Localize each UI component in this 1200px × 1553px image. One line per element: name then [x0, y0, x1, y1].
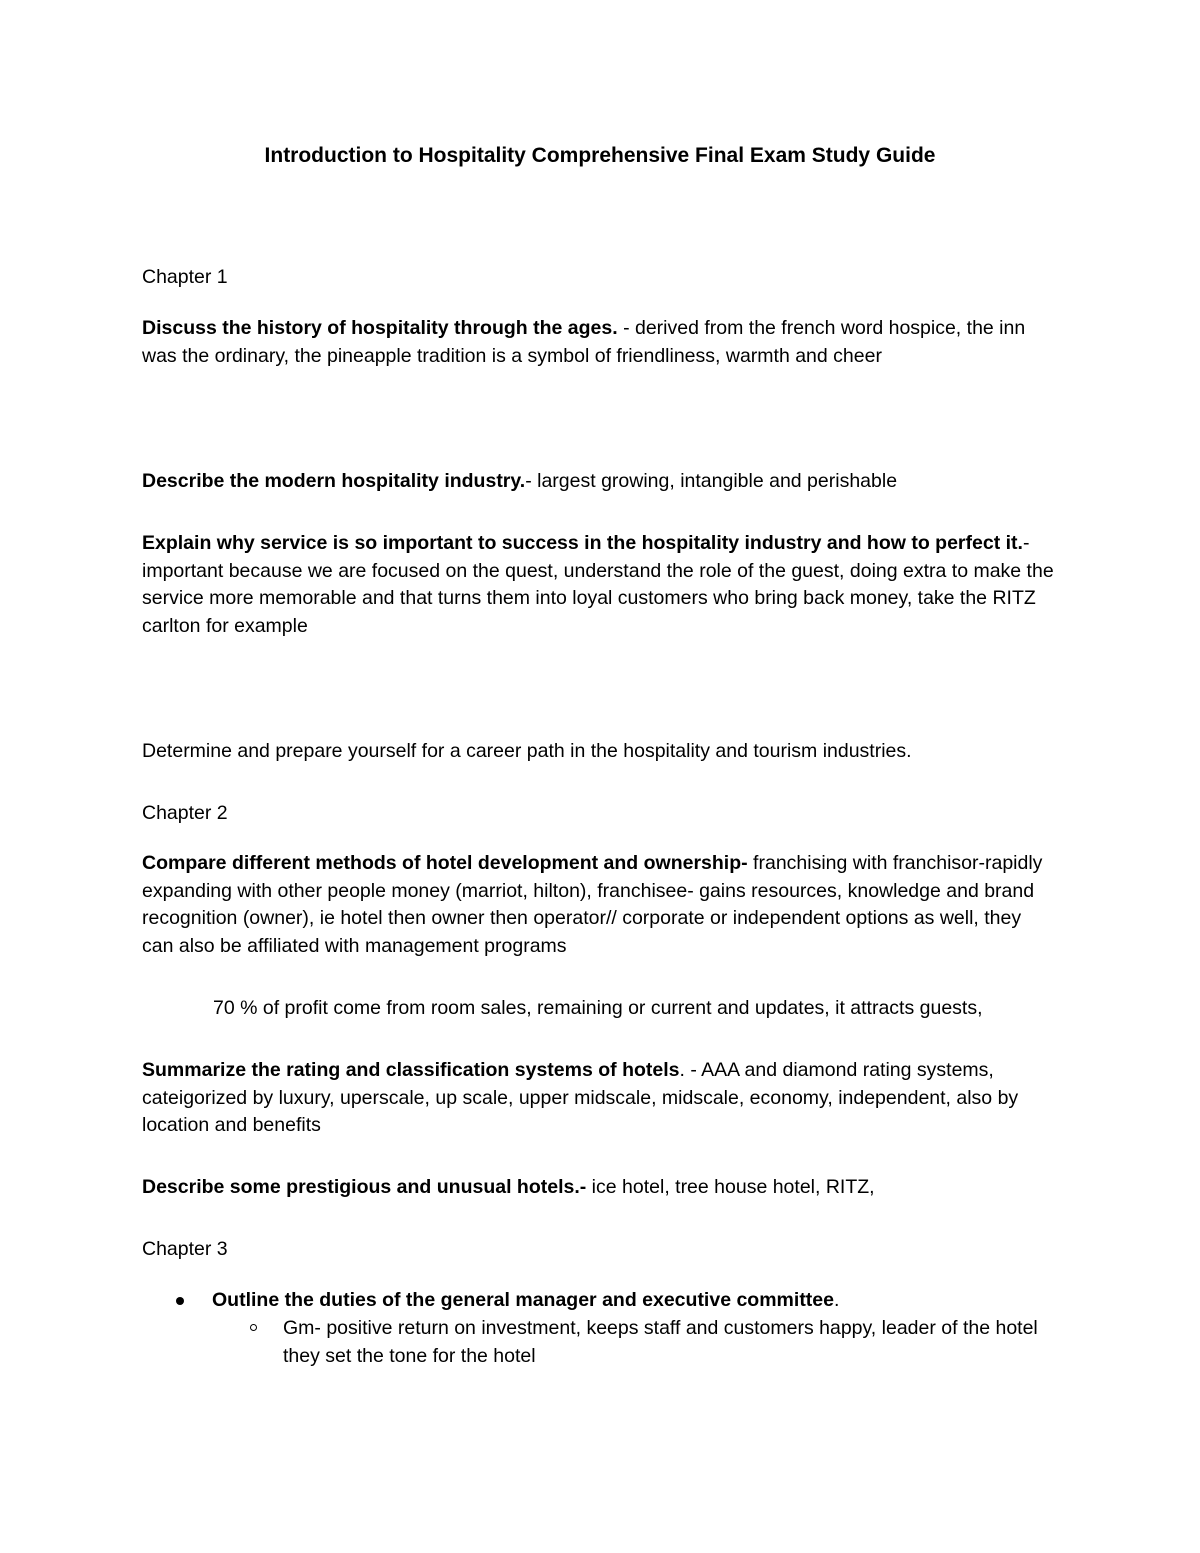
chapter-1-question-history	[142, 315, 1057, 370]
chapter-2-question-ownership	[142, 850, 1057, 960]
document-title: Introduction to Hospitality Comprehensive Final Exam Study Guide	[264, 144, 936, 167]
chapter-2-heading: Chapter 2	[142, 802, 228, 824]
question-answer: franchising with franchisor-rapidly expanding with other people money (marriot, hilton), franchisee- gains resources, knowledge and brand recognition (owner), ie hotel then owner then operator// corporate or independent options as well, they can also be affiliated with management programs	[142, 852, 1043, 957]
chapter-1-question-career: Determine and prepare yourself for a career path in the hospitality and tourism industries.	[142, 740, 912, 762]
question-prompt: Outline the duties of the general manager and executive committee	[212, 1289, 834, 1311]
question-prompt: Compare different methods of hotel development and ownership-	[142, 852, 748, 874]
question-answer: - derived from the french word hospice, the inn was the ordinary, the pineapple tradition is a symbol of friendliness, warmth and cheer	[142, 317, 1026, 367]
chapter-2-question-rating	[142, 1057, 1057, 1140]
question-prompt: Explain why service is so important to success in the hospitality industry and how to perfect it.	[142, 532, 1023, 554]
question-answer: ice hotel, tree house hotel, RITZ,	[586, 1176, 875, 1198]
question-answer: - important because we are focused on the quest, understand the role of the guest, doing extra to make the service more memorable and that turns them into loyal customers who bring back money, take the RITZ carlton for example	[142, 532, 1054, 637]
chapter-2-note-profit: 70 % of profit come from room sales, remaining or current and updates, it attracts guests,	[213, 997, 983, 1019]
chapter-3-heading: Chapter 3	[142, 1238, 228, 1260]
chapter-3-subbullet-gm: Gm- positive return on investment, keeps staff and customers happy, leader of the hotel they set the tone for the hotel	[283, 1317, 1038, 1367]
question-prompt: Discuss the history of hospitality through the ages.	[142, 317, 618, 339]
chapter-1-heading: Chapter 1	[142, 266, 228, 288]
chapter-1-question-modern-industry	[142, 468, 1057, 496]
question-prompt: Summarize the rating and classification systems of hotels	[142, 1059, 680, 1081]
question-answer: .	[834, 1289, 840, 1311]
chapter-1-question-service	[142, 530, 1057, 640]
bullet-disc-icon	[176, 1297, 184, 1305]
bullet-circle-icon	[250, 1324, 257, 1331]
question-answer: - largest growing, intangible and perishable	[525, 470, 898, 492]
question-answer: . - AAA and diamond rating systems, cateigorized by luxury, uperscale, up scale, upper midscale, midscale, economy, independent, also by location and benefits	[142, 1059, 1019, 1136]
question-prompt: Describe the modern hospitality industry.	[142, 470, 526, 492]
chapter-2-question-unusual-hotels	[142, 1174, 1057, 1202]
question-prompt: Describe some prestigious and unusual hotels.-	[142, 1176, 587, 1198]
chapter-3-bullet-gm-duties	[212, 1287, 1062, 1315]
